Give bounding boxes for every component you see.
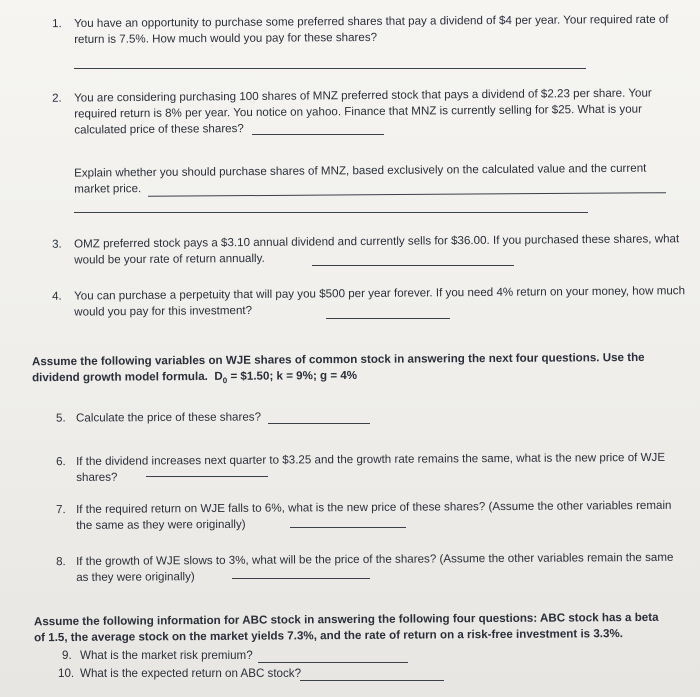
answer-line-3[interactable] — [312, 265, 514, 266]
question-text: You can purchase a perpetuity that will pay you $500 per year forever. If you need 4% return on your money, how much would you pay for this investment? — [74, 284, 686, 319]
answer-line-8[interactable] — [232, 578, 370, 579]
question-text: If the growth of WJE slows to 3%, what will be the price of the shares? (Assume the other variables remain the same as they were originally) — [76, 550, 674, 584]
question-6 — [40, 450, 680, 484]
question-3 — [38, 231, 688, 267]
followup-text: Explain whether you should purchase shares of MNZ, based exclusively on the calculated value and the current market price. — [74, 161, 647, 196]
question-2 — [38, 85, 688, 137]
question-number: 3. — [52, 237, 62, 251]
question-text: You are considering purchasing 100 shares of MNZ preferred stock that pays a dividend of $2.23 per share. Your required return is 8% per year. You notice on yahoo. Finance that MNZ is currently selling for $25. What is your calculated price of these shares? — [74, 86, 652, 137]
answer-line-7[interactable] — [290, 527, 406, 528]
answer-line-5[interactable] — [268, 423, 370, 424]
answer-line-2-explain-b[interactable] — [74, 212, 588, 213]
question-text: What is the market risk premium? — [80, 649, 253, 662]
question-5 — [40, 407, 680, 425]
question-text: You have an opportunity to purchase some preferred shares that pay a dividend of $4 per year. Your required rate of return is 7.5%. How much would you pay for these shares? — [74, 12, 669, 46]
question-7 — [40, 498, 680, 532]
question-number: 8. — [56, 555, 66, 569]
wje-intro — [32, 350, 660, 391]
question-number: 7. — [56, 503, 66, 517]
question-number: 9. — [62, 649, 72, 662]
answer-line-9[interactable] — [258, 662, 408, 663]
wje-variables: = $1.50; k = 9%; g = 4% — [230, 368, 358, 383]
answer-line-2[interactable] — [252, 134, 384, 135]
question-number: 1. — [52, 17, 62, 31]
question-text: What is the expected return on ABC stock? — [80, 667, 302, 680]
question-text: OMZ preferred stock pays a $3.10 annual dividend and currently sells for $36.00. If you purchased these shares, what would be your rate of return annually. — [74, 232, 680, 267]
question-number: 5. — [56, 411, 66, 425]
answer-line-10[interactable] — [300, 680, 444, 681]
question-2-followup — [74, 160, 680, 196]
question-text: If the dividend increases next quarter to $3.25 and the growth rate remains the same, what is the new price of WJE shares? — [76, 450, 666, 484]
wje-d0-label: $D_0$ — [214, 369, 228, 386]
question-1 — [38, 12, 678, 46]
abc-intro-text: Assume the following information for ABC stock in answering the following four questions: ABC stock has a beta of 1.5, the average stock on the market yields 7.3%, and the rate of return on a risk-free investment is 3.3%. — [33, 610, 659, 645]
question-text: Calculate the price of these shares? — [76, 410, 262, 425]
question-number: 10. — [58, 667, 75, 680]
answer-line-4[interactable] — [326, 318, 450, 319]
question-number: 6. — [56, 455, 66, 469]
question-4 — [38, 283, 688, 319]
question-number: 2. — [52, 91, 62, 105]
question-number: 4. — [52, 289, 62, 303]
question-text: If the required return on WJE falls to 6%, what is the new price of these shares? (Assume the other variables remain the same as they were originally) — [76, 498, 672, 532]
wje-intro-text: Assume the following variables on WJE shares of common stock in answering the next four questions. Use the dividend growth model formula. — [31, 350, 645, 385]
answer-line-1[interactable] — [74, 68, 586, 69]
abc-intro — [34, 610, 664, 646]
question-8 — [40, 550, 680, 584]
answer-line-6[interactable] — [146, 476, 268, 477]
